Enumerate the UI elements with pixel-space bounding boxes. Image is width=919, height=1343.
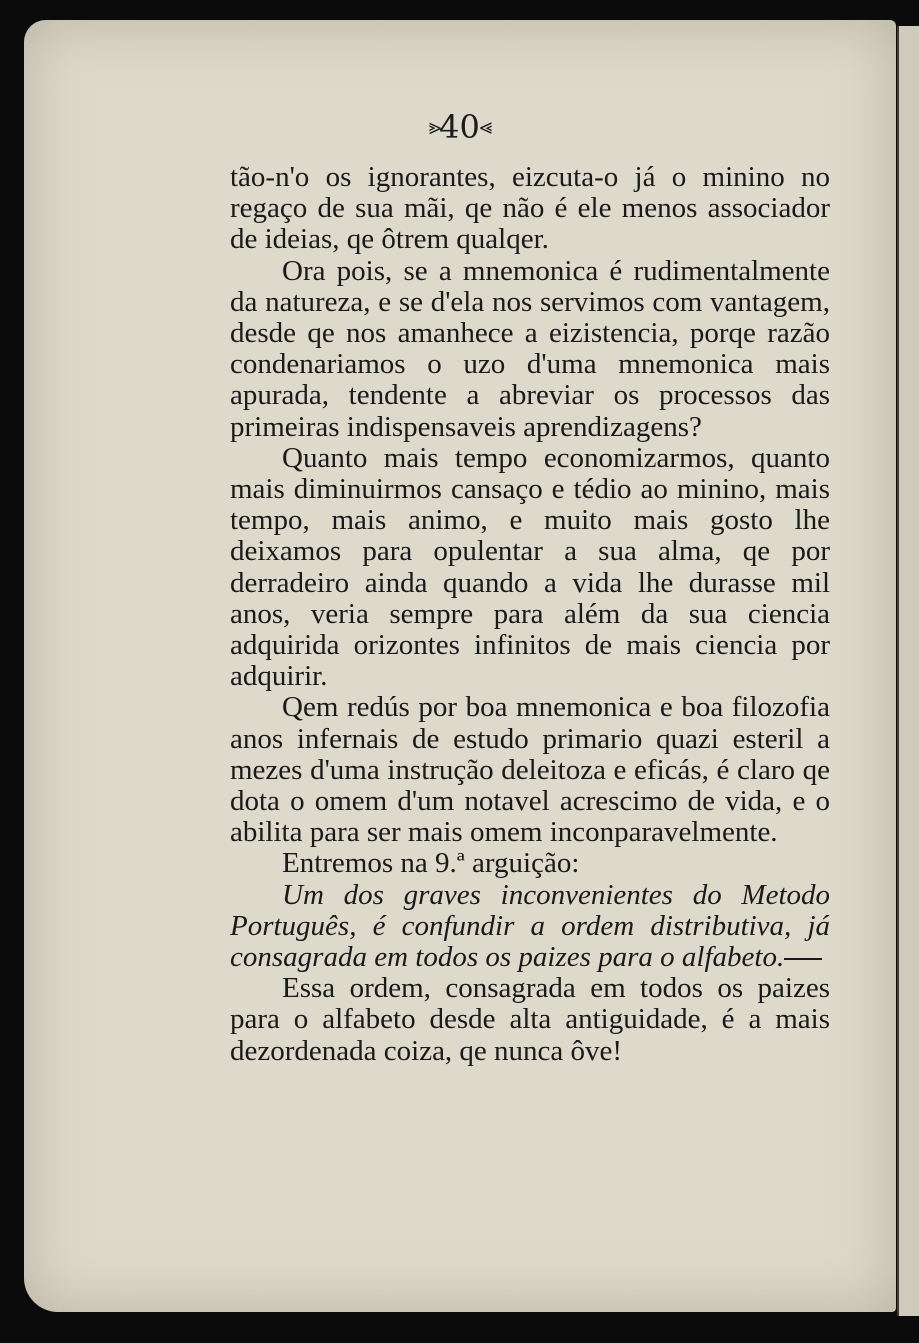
ornament-left-icon: ⪢ — [428, 115, 440, 140]
ornament-right-icon: ⪡ — [479, 115, 491, 140]
page-number-value: 40 — [439, 108, 480, 146]
paragraph-1: tão-n'o os ignorantes, eizcuta-o já o minino no regaço de sua mãi, qe não é ele menos associador de ideias, qe ôtrem qualqer. — [230, 161, 830, 256]
paragraph-5: Entremos na 9.ª arguição: — [282, 847, 580, 880]
paragraph-6-italic — [230, 880, 830, 974]
page-number — [0, 108, 919, 146]
paragraph-2: Ora pois, se a mnemonica é rudimentalmente da natureza, e se d'ela nos servimos com vantagem, desde qe nos amanhece a eizistencia, porqe razão condenariamos o uzo d'uma mnemonica mais apurada, tendente a abreviar os processos das primeiras indispensaveis aprendizagens? — [230, 254, 830, 443]
italic-quotation: Um dos graves inconvenientes do Metodo Português, é confundir a ordem distributiva, já consagrada em todos os paizes para o alfabeto. — [230, 878, 830, 974]
body-text — [230, 162, 830, 1067]
em-dash-rule — [784, 958, 822, 960]
adjacent-page-edge — [897, 26, 919, 1316]
paragraph-4: Qem redús por boa mnemonica e boa filozofia anos infernais de estudo primario quazi esteril a mezes d'uma instrução deleitoza e eficás, é claro qe dota o omem d'um notavel acrescimo de vida, e o abilita para ser mais omem inconparavelmente. — [230, 691, 830, 849]
paragraph-7: Essa ordem, consagrada em todos os paizes para o alfabeto desde alta antiguidade, é a mais dezordenada coiza, qe nunca ôve! — [230, 972, 830, 1067]
paragraph-3: Quanto mais tempo economizarmos, quanto mais diminuirmos cansaço e tédio ao minino, mais tempo, mais animo, e muito mais gosto lhe deixamos para opulentar a sua alma, qe por derradeiro ainda quando a vida lhe durasse mil anos, veria sempre para além da sua ciencia adquirida orizontes infinitos de mais ciencia por adquirir. — [230, 441, 830, 693]
